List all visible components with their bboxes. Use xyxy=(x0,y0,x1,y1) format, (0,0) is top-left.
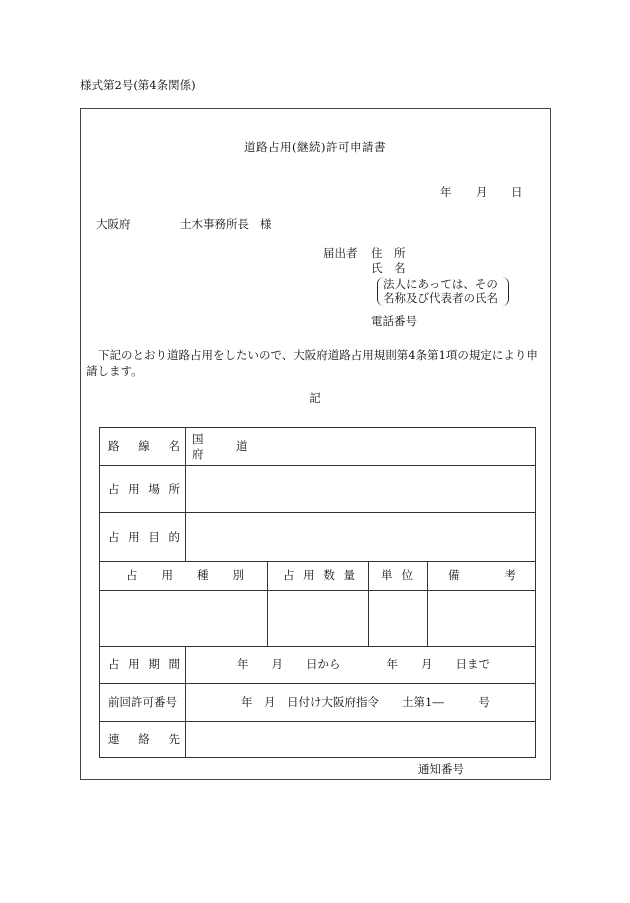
period-label-char: 期 xyxy=(148,657,160,671)
header-type-char: 占 xyxy=(126,568,138,582)
route-road: 道 xyxy=(236,439,248,453)
route-kuni: 国 xyxy=(192,432,204,446)
contact-label-char: 先 xyxy=(168,732,180,746)
header-quantity xyxy=(283,570,355,582)
contact-label xyxy=(108,734,180,746)
date-month: 月 xyxy=(476,185,488,199)
contact-label-char: 絡 xyxy=(138,732,150,746)
purpose-label-char: 目 xyxy=(148,530,160,544)
header-type xyxy=(126,570,244,582)
period-text: 年 月 日から 年 月 日まで xyxy=(237,657,490,671)
contact-label-char: 連 xyxy=(108,732,120,746)
header-quantity-char: 数 xyxy=(323,568,335,582)
header-quantity-char: 量 xyxy=(343,568,355,582)
period-label-char: 間 xyxy=(168,657,180,671)
date-year: 年 xyxy=(440,185,452,199)
header-quantity-char: 占 xyxy=(283,568,295,582)
purpose-label-char: 的 xyxy=(168,530,180,544)
header-quantity-char: 用 xyxy=(303,568,315,582)
route-fu: 府 xyxy=(192,447,204,461)
date-day: 日 xyxy=(511,185,523,199)
header-unit-char: 位 xyxy=(401,568,413,582)
addressee-honorific: 様 xyxy=(260,217,272,231)
location-label-char: 用 xyxy=(128,482,140,496)
prev-permit-text: 年 月 日付け大阪府指令 土第1― 号 xyxy=(241,695,490,709)
period-label xyxy=(108,659,180,671)
location-label-char: 所 xyxy=(168,482,180,496)
purpose-label-char: 用 xyxy=(128,530,140,544)
header-remarks xyxy=(448,570,516,582)
applicant-address-label: 住 所 xyxy=(371,246,406,260)
route-name-label-char: 名 xyxy=(168,439,180,453)
page-title: 道路占用(継続)許可申請書 xyxy=(244,140,386,154)
applicant-name-label: 氏 名 xyxy=(371,261,406,275)
corporate-note-line-1: 法人にあっては、その xyxy=(383,277,498,291)
route-name-label-char: 路 xyxy=(108,439,120,453)
corporate-note-bracket xyxy=(377,277,509,306)
applicant-label: 届出者 xyxy=(323,246,358,260)
location-label-char: 占 xyxy=(108,482,120,496)
applicant-phone-label: 電話番号 xyxy=(371,314,417,328)
purpose-label xyxy=(108,532,180,544)
header-remarks-char: 備 xyxy=(448,568,460,582)
route-name-label-char: 線 xyxy=(138,439,150,453)
location-label-char: 場 xyxy=(148,482,160,496)
application-statement: 下記のとおり道路占用をしたいので、大阪府道路占用規則第4条第1項の規定により申請します。 xyxy=(86,348,538,378)
header-unit xyxy=(381,570,413,582)
form-id: 様式第2号(第4条関係) xyxy=(80,78,196,92)
location-label xyxy=(108,484,180,496)
ki-heading: 記 xyxy=(309,391,321,405)
header-type-char: 別 xyxy=(232,568,244,582)
header-remarks-char: 考 xyxy=(504,568,516,582)
prev-permit-label: 前回許可番号 xyxy=(108,695,177,709)
purpose-label-char: 占 xyxy=(108,530,120,544)
header-type-char: 種 xyxy=(197,568,209,582)
application-table xyxy=(99,427,536,758)
notice-number-label: 通知番号 xyxy=(418,762,464,776)
addressee-office: 土木事務所長 xyxy=(180,217,249,231)
addressee-prefecture: 大阪府 xyxy=(96,217,131,231)
corporate-note-line-2: 名称及び代表者の氏名 xyxy=(383,291,498,305)
header-type-char: 用 xyxy=(161,568,173,582)
period-label-char: 用 xyxy=(128,657,140,671)
period-label-char: 占 xyxy=(108,657,120,671)
header-unit-char: 単 xyxy=(381,568,393,582)
route-name-label xyxy=(108,441,180,453)
